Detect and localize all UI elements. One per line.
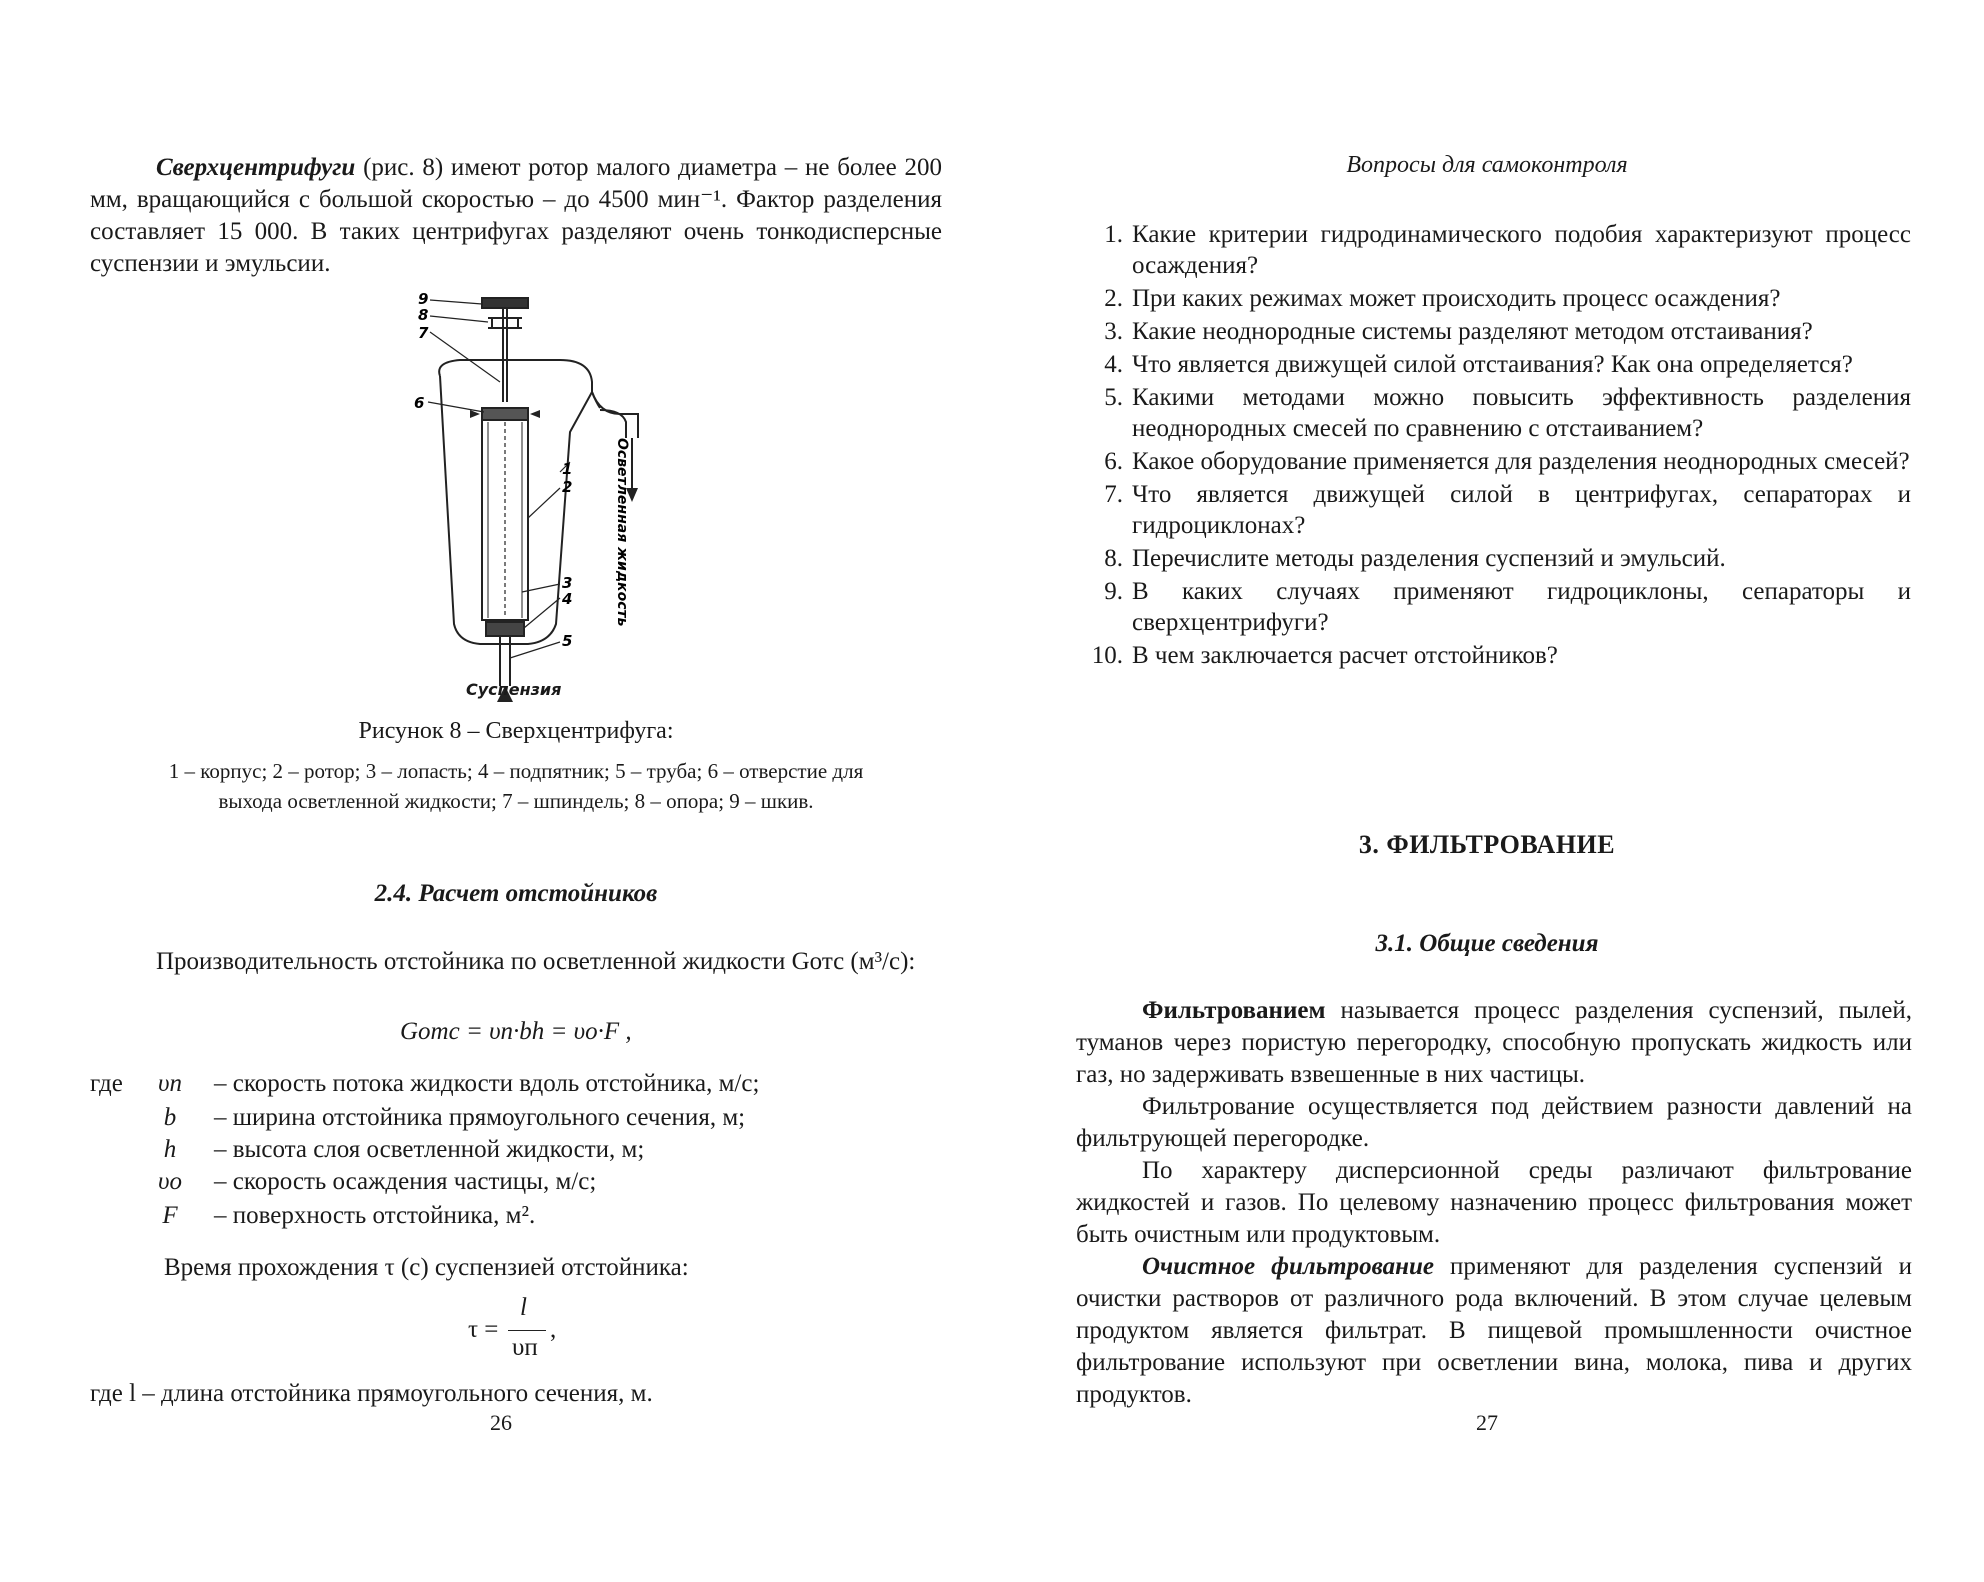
figure-legend-line-1: 1 – корпус; 2 – ротор; 3 – лопасть; 4 – подпятник; 5 – труба; 6 – отверстие для	[168, 759, 864, 783]
formula-time-fraction-bar	[508, 1330, 546, 1331]
where-item	[90, 1200, 670, 1232]
time-paragraph: Время прохождения τ (с) суспензией отстойника:	[164, 1254, 689, 1281]
question-item	[1087, 219, 1911, 281]
question-item	[1087, 283, 1911, 314]
cleaning-filtration-text: применяют для разделения суспензий и очистки растворов от различного рода включений. В этом случае целевым продуктом является фильтрат. В пищевой промышленности очистное фильтрование используют при осветлении вина, молока, пива и других продуктов.	[1076, 1253, 1912, 1408]
question-number: 7.	[1104, 481, 1123, 508]
fig-label-8: 8	[418, 306, 429, 324]
fig-label-5: 5	[562, 632, 573, 650]
question-number: 1.	[1104, 221, 1123, 248]
question-text: Какими методами можно повысить эффективность разделения неоднородных смесей по сравнению с отстаиванием?	[1132, 384, 1911, 442]
figure-caption: Рисунок 8 – Сверхцентрифуга:	[358, 718, 674, 744]
question-text: Перечислите методы разделения суспензий и эмульсий.	[1132, 545, 1726, 572]
where-list	[90, 1068, 760, 1238]
left-page	[0, 0, 990, 1582]
media-paragraph: По характеру дисперсионной среды различают фильтрование жидкостей и газов. По целевому назначению процесс фильтрования может быть очистным или продуктовым.	[1076, 1157, 1912, 1248]
where-word: где	[90, 1070, 123, 1097]
productivity-paragraph: Производительность отстойника по осветленной жидкости Gотс (м³/с):	[156, 948, 916, 975]
question-number: 2.	[1104, 285, 1123, 312]
where-symbol: b	[163, 1104, 177, 1131]
outlet-label: Осветленная жидкость	[614, 438, 630, 627]
where-item	[90, 1102, 746, 1134]
question-number: 8.	[1104, 545, 1123, 572]
where-symbol: F	[162, 1202, 178, 1229]
figure-legend	[100, 756, 932, 816]
formula-time-denominator: υп	[512, 1334, 538, 1361]
where-item	[90, 1134, 670, 1166]
question-item	[1087, 446, 1911, 477]
question-item	[1087, 640, 1911, 671]
question-text: Какие критерии гидродинамического подобия характеризуют процесс осаждения?	[1132, 221, 1911, 279]
fig-label-9: 9	[418, 292, 429, 308]
right-page	[990, 0, 1984, 1582]
fig-label-6: 6	[414, 394, 425, 412]
where-text: – ширина отстойника прямоугольного сечения, м;	[214, 1104, 746, 1131]
question-item	[1087, 543, 1911, 574]
formula-time	[468, 1294, 588, 1370]
where-text: – скорость потока жидкости вдоль отстойника, м/с;	[214, 1070, 760, 1097]
question-text: При каких режимах может происходить процесс осаждения?	[1132, 285, 1781, 312]
where-text: – высота слоя осветленной жидкости, м;	[214, 1136, 645, 1163]
question-number: 10.	[1091, 642, 1123, 669]
supercentrifuge-figure	[400, 292, 660, 702]
question-item	[1087, 349, 1911, 380]
where-symbol: υо	[158, 1168, 182, 1195]
formula-time-numerator: l	[520, 1294, 527, 1321]
formula-time-tail: ,	[550, 1316, 557, 1343]
filtration-term: Фильтрованием	[1142, 997, 1326, 1024]
where-symbol: υп	[158, 1070, 182, 1097]
question-item	[1087, 479, 1911, 541]
fig-label-1: 1	[562, 460, 573, 478]
formula-time-lhs: τ =	[468, 1316, 499, 1343]
question-text: В чем заключается расчет отстойников?	[1132, 642, 1558, 669]
where-item	[90, 1166, 670, 1198]
questions-heading: Вопросы для самоконтроля	[1346, 152, 1628, 178]
where-symbol: h	[163, 1136, 177, 1163]
intro-text: (рис. 8) имеют ротор малого диаметра – не более 200 мм, вращающийся с большой скоростью – до 4500 мин⁻¹. Фактор разделения составляет 15 000. В таких центрифугах разделяют очень тонкодисперсные суспензии и эмульсии.	[90, 154, 942, 277]
cleaning-filtration-paragraph	[1076, 1251, 1912, 1411]
where-item	[90, 1068, 760, 1100]
question-number: 9.	[1104, 578, 1123, 605]
question-number: 4.	[1104, 351, 1123, 378]
page-number-left: 26	[490, 1410, 512, 1435]
fig-label-3: 3	[562, 574, 573, 592]
question-item	[1087, 316, 1911, 347]
cleaning-filtration-term: Очистное фильтрование	[1142, 1253, 1434, 1280]
question-text: Какие неоднородные системы разделяют методом отстаивания?	[1132, 318, 1813, 345]
fig-label-4: 4	[562, 590, 573, 608]
question-number: 5.	[1104, 384, 1123, 411]
final-line: где l – длина отстойника прямоугольного сечения, м.	[90, 1380, 653, 1407]
subsection-heading-3-1: 3.1. Общие сведения	[1375, 930, 1599, 957]
section-heading-2-4: 2.4. Расчет отстойников	[374, 880, 658, 907]
question-text: Что является движущей силой отстаивания? Как она определяется?	[1132, 351, 1853, 378]
question-text: Какое оборудование применяется для разделения неоднородных смесей?	[1132, 448, 1910, 475]
question-text: Что является движущей силой в центрифугах, сепараторах и гидроциклонах?	[1132, 481, 1911, 539]
pressure-paragraph: Фильтрование осуществляется под действием разности давлений на фильтрующей перегородке.	[1076, 1093, 1912, 1152]
question-item	[1087, 576, 1911, 638]
fig-label-2: 2	[562, 478, 573, 496]
questions-list	[1087, 219, 1911, 673]
fig-label-7: 7	[418, 324, 429, 342]
formula-productivity: Gотс = υп·bh = υо·F ,	[400, 1018, 632, 1045]
where-text: – скорость осаждения частицы, м/с;	[214, 1168, 597, 1195]
page-number-right: 27	[1476, 1410, 1498, 1435]
chapter-heading: 3. ФИЛЬТРОВАНИЕ	[1358, 830, 1616, 859]
question-number: 3.	[1104, 318, 1123, 345]
intro-paragraph	[90, 152, 942, 280]
question-item	[1087, 382, 1911, 444]
figure-legend-line-2: выхода осветленной жидкости; 7 – шпиндель; 8 – опора; 9 – шкив.	[218, 789, 814, 813]
filtration-definition-paragraph	[1076, 995, 1912, 1091]
intro-term: Сверхцентрифуги	[156, 154, 356, 181]
question-text: В каких случаях применяют гидроциклоны, сепараторы и сверхцентрифуги?	[1132, 578, 1911, 636]
filtration-definition-text: называется процесс разделения суспензий, пылей, туманов через пористую перегородку, способную пропускать жидкость или газ, но задерживать взвешенные в них частицы.	[1076, 997, 1912, 1088]
where-text: – поверхность отстойника, м².	[214, 1202, 536, 1229]
question-number: 6.	[1104, 448, 1123, 475]
inlet-label: Суспензия	[466, 680, 562, 699]
